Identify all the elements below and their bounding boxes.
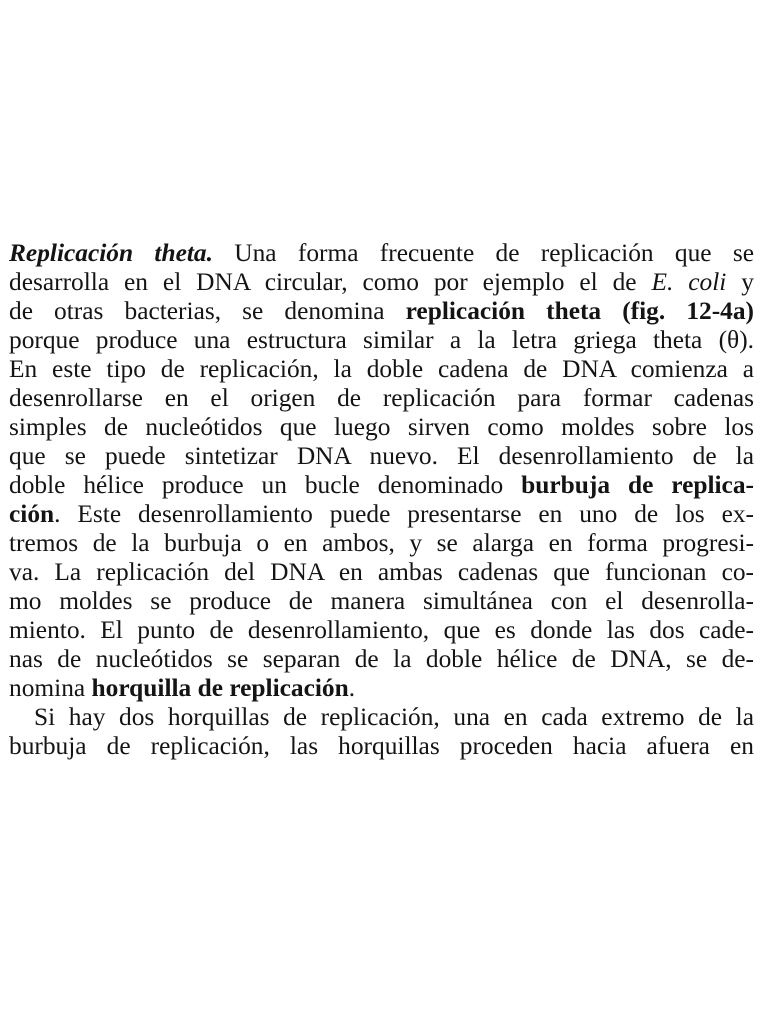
- text-line: [9, 413, 754, 442]
- text-line: [9, 268, 754, 297]
- text-run: simples de nucleótidos que luego sirven como moldes sobre los: [9, 413, 754, 441]
- text-line: [9, 558, 754, 587]
- bold-term: burbuja de replica-: [521, 471, 754, 499]
- bold-term: Replicación theta.: [9, 239, 213, 267]
- text-line: [9, 471, 754, 500]
- text-run: porque produce una estructura similar a la letra griega theta (θ).: [9, 326, 754, 354]
- text-run: burbuja de replicación, las horquillas proceden hacia afuera en: [9, 732, 754, 760]
- text-line: [9, 645, 754, 674]
- text-line: [9, 529, 754, 558]
- text-run: desarrolla en el DNA circular, como por ejemplo el de: [9, 268, 652, 296]
- text-line: [9, 732, 754, 761]
- text-line: [9, 616, 754, 645]
- text-line: [9, 442, 754, 471]
- bold-term: horquilla de replicación: [91, 674, 349, 702]
- text-line: [9, 674, 754, 703]
- text-run: . Este desenrollamiento puede presentarse en uno de los ex-: [54, 500, 754, 528]
- text-line: [9, 355, 754, 384]
- text-run: nomina: [9, 674, 92, 702]
- text-run: En este tipo de replicación, la doble cadena de DNA comienza a: [9, 355, 754, 383]
- text-line: [9, 500, 754, 529]
- text-run: Una forma frecuente de replicación que se: [212, 239, 754, 267]
- text-run: de otras bacterias, se denomina: [9, 297, 406, 325]
- text-line: [9, 326, 754, 355]
- text-run: tremos de la burbuja o en ambos, y se alarga en forma progresi-: [9, 529, 754, 557]
- text-run: y: [726, 268, 755, 296]
- text-line: [9, 384, 754, 413]
- text-run: miento. El punto de desenrollamiento, que es donde las dos cade-: [9, 616, 754, 644]
- text-run: que se puede sintetizar DNA nuevo. El desenrollamiento de la: [9, 442, 754, 470]
- text-run: Si hay dos horquillas de replicación, una en cada extremo de la: [34, 703, 754, 731]
- text-run: doble hélice produce un bucle denominado: [9, 471, 522, 499]
- paragraph-horquillas: [9, 703, 754, 761]
- text-run: desenrollarse en el origen de replicación para formar cadenas: [9, 384, 754, 412]
- paragraph-replicacion-theta: [9, 239, 754, 703]
- text-line: [9, 297, 754, 326]
- text-run: mo moldes se produce de manera simultánea con el desenrolla-: [9, 587, 754, 615]
- text-line: [9, 587, 754, 616]
- text-line: [9, 239, 754, 268]
- text-line: [9, 703, 754, 732]
- italic-term: E. coli: [651, 268, 727, 296]
- text-run: nas de nucleótidos se separan de la doble hélice de DNA, se de-: [9, 645, 754, 673]
- text-run: .: [348, 674, 356, 702]
- bold-term: replicación theta (fig. 12-4a): [405, 297, 755, 325]
- text-body: [9, 239, 754, 761]
- bold-term: ción: [9, 500, 55, 528]
- text-run: va. La replicación del DNA en ambas cadenas que funcionan co-: [9, 558, 754, 586]
